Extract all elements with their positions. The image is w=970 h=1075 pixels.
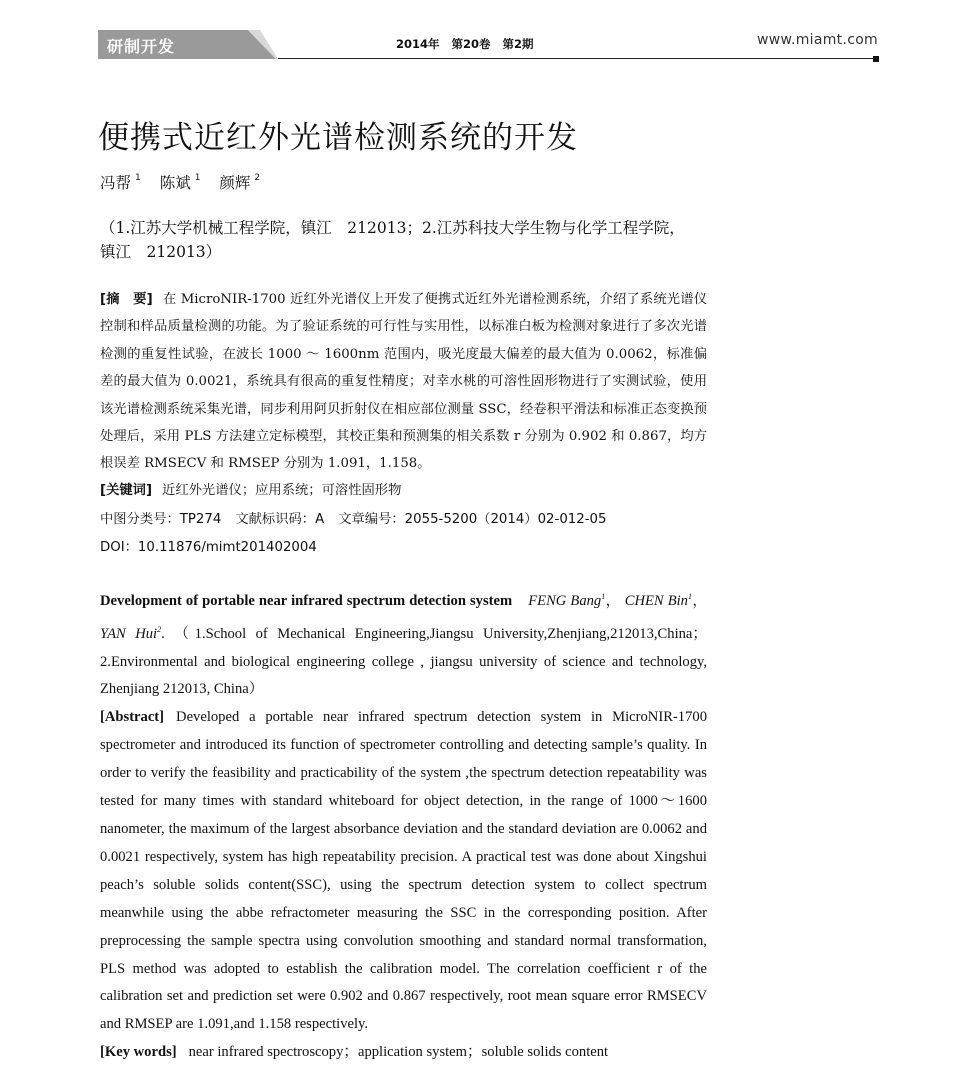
authors-cn — [100, 171, 274, 193]
keywords-en-text: near infrared spectroscopy；application system；soluble solids content — [188, 1044, 609, 1061]
author-en: FENG Bang$^1$ — [528, 592, 606, 609]
article-number: 文章编号：2055-5200（2014）02-012-05 — [338, 512, 607, 527]
section-label: 研制开发 — [107, 37, 176, 56]
abstract-cn-text: 在 MicroNIR-1700 近红外光谱仪上开发了便携式近红外光谱检测系统，介绍了系统光谱仪控制和样品质量检测的功能。为了验证系统的可行性与实用性，以标准白板为检测对象进行了多次光谱检测的重复性试验，在波长 1000 ～ 1600nm 范围内，吸光度最大偏差的最大值为 0.0062，标准偏差的最大值为 0.0021，系统具有很高的重复性精度；对幸水桃的可溶性固形物进行了实测试验，使用该光谱检测系统采集光谱，同步利用阿贝折射仪在相应部位测量 SSC，经卷积平滑法和标准正态变换预处理后，采用 PLS 方法建立定标模型，其校正集和预测集的相关系数 r 分别为 0.902 和 0.867，均方根误差 RMSECV 和 RMSEP 分别为 1.091，1.158。 — [100, 292, 707, 472]
keywords-en-label: [Key words] — [100, 1044, 177, 1061]
header-rule — [278, 58, 878, 59]
document-code: 文献标识码：A — [235, 512, 325, 527]
author-cn: 颜辉 $^2$ — [219, 173, 261, 192]
author-cn: 冯帮 $^1$ — [100, 173, 141, 192]
keywords-cn-label: [关键词] — [100, 483, 153, 498]
english-header: Development of portable near infrared spectrum detection system FENG Bang$^1$， CHEN Bin$^1$， YAN Hui$^2$. （1.School of Mechanical Engineering,Jiangsu University,Zhenjiang,212013,China；2.Environmental and biological engineering college , jiangsu university of science and technology, Zhenjiang 212013, China） — [100, 592, 707, 698]
keywords-en — [100, 1039, 707, 1067]
keywords-cn-text: 近红外光谱仪；应用系统；可溶性固形物 — [162, 483, 402, 498]
abstract-cn — [100, 286, 707, 478]
abstract-cn-label: [摘 要] — [100, 292, 153, 307]
article-title-cn: 便携式近红外光谱检测系统的开发 — [98, 120, 578, 156]
classification-line — [100, 508, 720, 527]
article-title-en: Development of portable near infrared spectrum detection system — [100, 592, 513, 609]
author-en: CHEN Bin$^1$ — [624, 592, 692, 609]
section-tab — [98, 30, 278, 59]
abstract-en-label: [Abstract] — [100, 709, 165, 726]
header-rule-end-mark — [873, 56, 879, 62]
english-section — [100, 583, 707, 1067]
abstract-en-text: Developed a portable near infrared spectrum detection system in MicroNIR-1700 spectrometer and introduced its function of spectrometer controlling and detecting sample’s quality. In order to verify the feasibility and practicability of the system ,the spectrum detection repeatability was tested for many times with standard whiteboard for object detection, in the range of 1000～1600 nanometer, the maximum of the largest absorbance deviation and the standard deviation are 0.0062 and 0.0021 respectively, system has high repeatability precision. A practical test was done about Xingshui peach’s soluble solids content(SSC), using the spectrum detection system to collect spectrum meanwhile using the abbe refractometer measuring the SSC in the corresponding position. After preprocessing the sample spectra using convolution smoothing and standard normal transformation, PLS method was adopted to establish the calibration model. The correlation coefficient r of the calibration set and prediction set were 0.902 and 0.867 respectively, root mean square error RMSECV and RMSEP are 1.091,and 1.158 respectively. — [100, 709, 707, 1033]
author-cn: 陈斌 $^1$ — [159, 173, 201, 192]
doi[interactable]: DOI：10.11876/mimt201402004 — [100, 540, 317, 555]
journal-url[interactable]: www.miamt.com — [757, 32, 878, 48]
keywords-cn — [100, 479, 720, 498]
author-en: YAN Hui$^2$ — [100, 624, 162, 642]
journal-issue: 2014年 第20卷 第2期 — [396, 37, 534, 51]
affiliation-cn: （1.江苏大学机械工程学院，镇江 212013；2.江苏科技大学生物与化学工程学院，镇江 212013） — [100, 219, 685, 261]
clc-number: 中图分类号：TP274 — [100, 512, 222, 527]
affiliation-en: （1.School of Mechanical Engineering,Jiangsu University,Zhenjiang,212013,China；2.Environmental and biological engineering college , jiangsu university of science and technology, Zhenjiang 212013, China） — [100, 625, 707, 698]
abstract-en — [100, 704, 707, 1039]
